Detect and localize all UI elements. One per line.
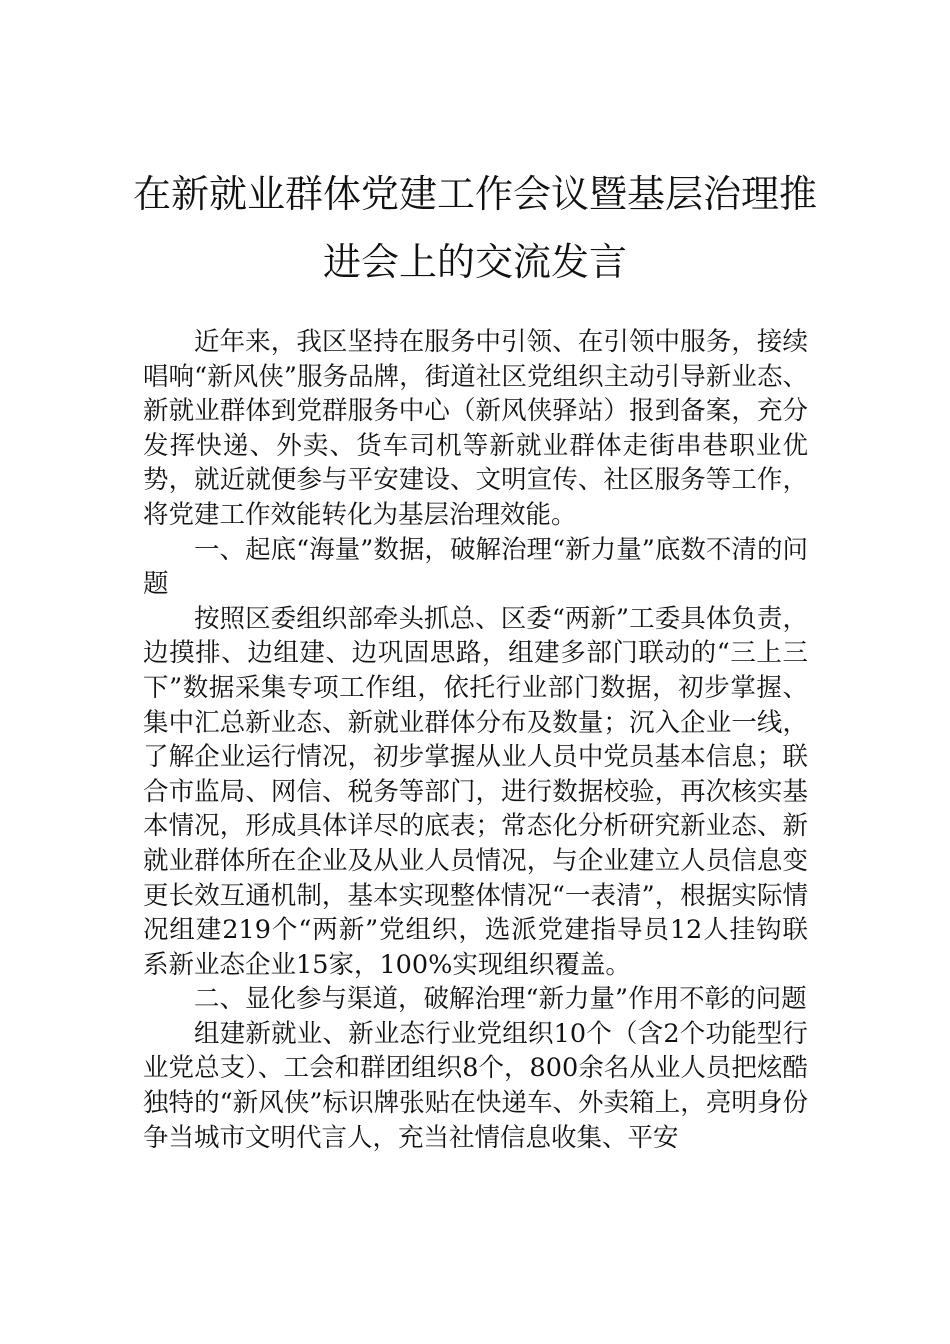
document-body [143, 325, 808, 1155]
document-title: 在新就业群体党建工作会议暨基层治理推进会上的交流发言 [132, 172, 817, 284]
paragraph-intro: 近年来，我区坚持在服务中引领、在引领中服务，接续唱响“新风侠”服务品牌，街道社区党组织主动引导新业态、新就业群体到党群服务中心（新风侠驿站）报到备案，充分发挥快递、外卖、货车司机等新就业群体走街串巷职业优势，就近就便参与平安建设、文明宣传、社区服务等工作，将党建工作效能转化为基层治理效能。 [143, 327, 808, 530]
section-heading-1: 一、起底“海量”数据，破解治理“新力量”底数不清的问题 [143, 534, 808, 600]
paragraph-section-1: 按照区委组织部牵头抓总、区委“两新”工委具体负责，边摸排、边组建、边巩固思路，组建多部门联动的“三上三下”数据采集专项工作组，依托行业部门数据，初步掌握、集中汇总新业态、新就业群体分布及数量；沉入企业一线，了解企业运行情况，初步掌握从业人员中党员基本信息；联合市监局、网信、税务等部门，进行数据校验，再次核实基本情况，形成具体详尽的底表；常态化分析研究新业态、新就业群体所在企业及从业人员情况，与企业建立人员信息变更长效互通机制，基本实现整体情况“一表清”，根据实际情况组建219个“两新”党组织，选派党建指导员12人挂钩联系新业态企业15家，100%实现组织覆盖。 [143, 603, 808, 980]
paragraph-section-2: 组建新就业、新业态行业党组织10个（含2个功能型行业党总支）、工会和群团组织8个，800余名从业人员把炫酷独特的“新风侠”标识牌张贴在快递车、外卖箱上，亮明身份争当城市文明代言人，充当社情信息收集、平安 [143, 1018, 808, 1153]
section-heading-2: 二、显化参与渠道，破解治理“新力量”作用不彰的问题 [194, 984, 807, 1015]
